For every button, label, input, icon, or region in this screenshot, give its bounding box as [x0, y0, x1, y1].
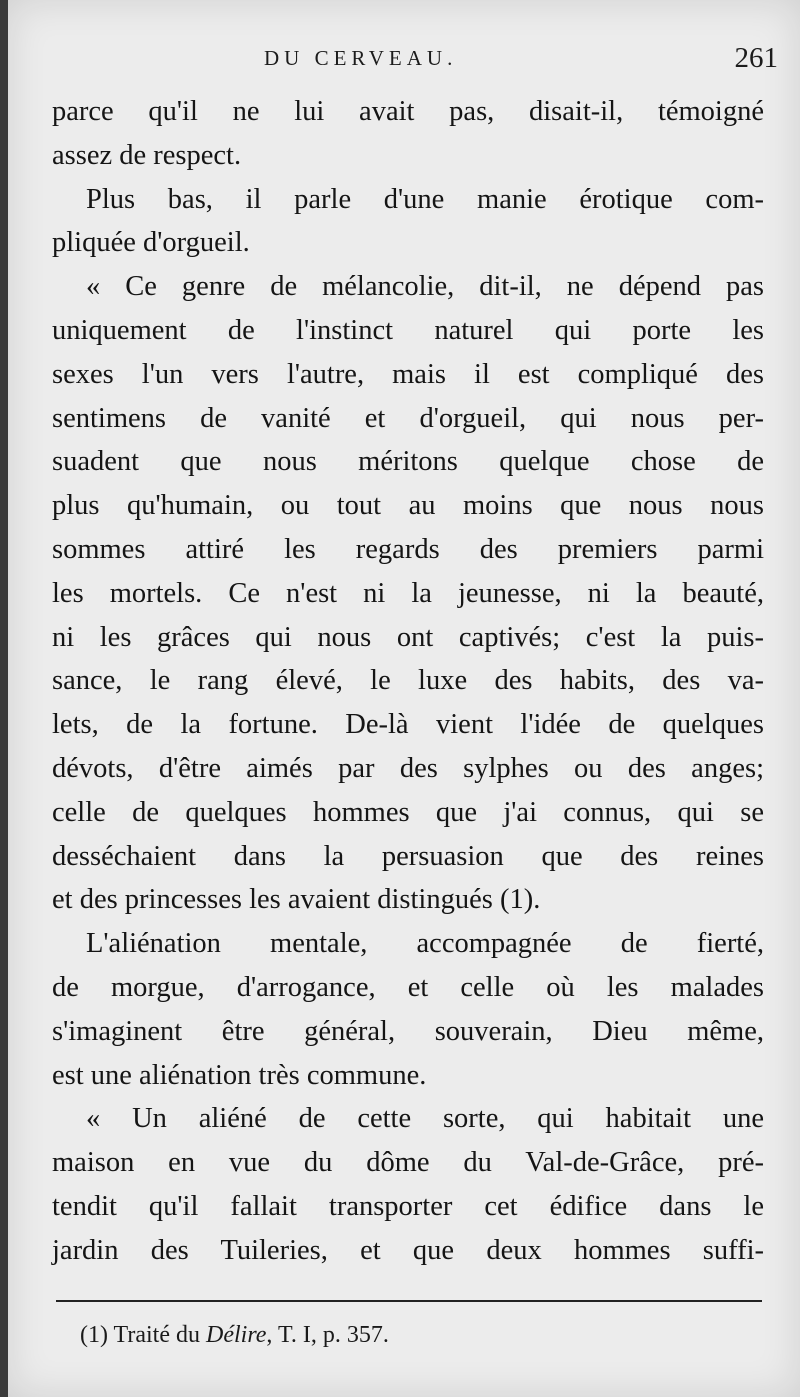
footnote-suffix: , T. I, p. 357.	[266, 1322, 389, 1348]
text-line: maison en vue du dôme du Val-de-Grâce, pré-	[52, 1147, 764, 1179]
text-line: sexes l'un vers l'autre, mais il est compliqué des	[52, 358, 764, 390]
text-line: tendit qu'il fallait transporter cet édifice dans le	[52, 1190, 764, 1222]
footnote-divider	[56, 1300, 762, 1302]
footnote-prefix: (1) Traité du	[80, 1322, 206, 1348]
text-line: sommes attiré les regards des premiers parmi	[52, 533, 764, 565]
text-line: assez de respect.	[52, 139, 242, 171]
text-line: Plus bas, il parle d'une manie érotique com-	[86, 183, 764, 215]
page-header	[48, 42, 778, 82]
text-line: plus qu'humain, ou tout au moins que nous nous	[52, 490, 764, 522]
body-text	[52, 90, 764, 1273]
text-line: desséchaient dans la persuasion que des reines	[52, 840, 764, 872]
text-line: ni les grâces qui nous ont captivés; c'est la puis-	[52, 621, 764, 653]
text-line: uniquement de l'instinct naturel qui porte les	[52, 314, 764, 346]
text-line: parce qu'il ne lui avait pas, disait-il, témoigné	[52, 96, 764, 127]
page-number: 261	[734, 42, 778, 74]
text-line: sentimens de vanité et d'orgueil, qui nous per-	[52, 402, 764, 434]
text-line: dévots, d'être aimés par des sylphes ou des anges;	[52, 752, 764, 784]
text-line: « Ce genre de mélancolie, dit-il, ne dépend pas	[86, 271, 764, 303]
text-line: les mortels. Ce n'est ni la jeunesse, ni la beauté,	[52, 577, 764, 609]
footnote	[80, 1322, 389, 1349]
footnote-title: Délire	[206, 1322, 267, 1348]
text-line: de morgue, d'arrogance, et celle où les malades	[52, 971, 764, 1003]
text-line: « Un aliéné de cette sorte, qui habitait une	[86, 1103, 764, 1135]
text-line: suadent que nous méritons quelque chose de	[52, 446, 764, 478]
text-line: lets, de la fortune. De-là vient l'idée de quelques	[52, 709, 764, 741]
text-line: s'imaginent être général, souverain, Dieu même,	[52, 1015, 764, 1047]
text-line: jardin des Tuileries, et que deux hommes suffi-	[52, 1234, 764, 1266]
text-line: sance, le rang élevé, le luxe des habits, des va-	[52, 665, 764, 697]
running-title: DU CERVEAU.	[264, 46, 458, 70]
text-line: L'aliénation mentale, accompagnée de fierté,	[86, 928, 764, 960]
text-line: et des princesses les avaient distingués (1).	[52, 884, 541, 916]
text-line: celle de quelques hommes que j'ai connus, qui se	[52, 796, 764, 828]
text-line: est une aliénation très commune.	[52, 1059, 427, 1091]
book-page	[8, 0, 800, 1397]
text-line: pliquée d'orgueil.	[52, 227, 250, 259]
